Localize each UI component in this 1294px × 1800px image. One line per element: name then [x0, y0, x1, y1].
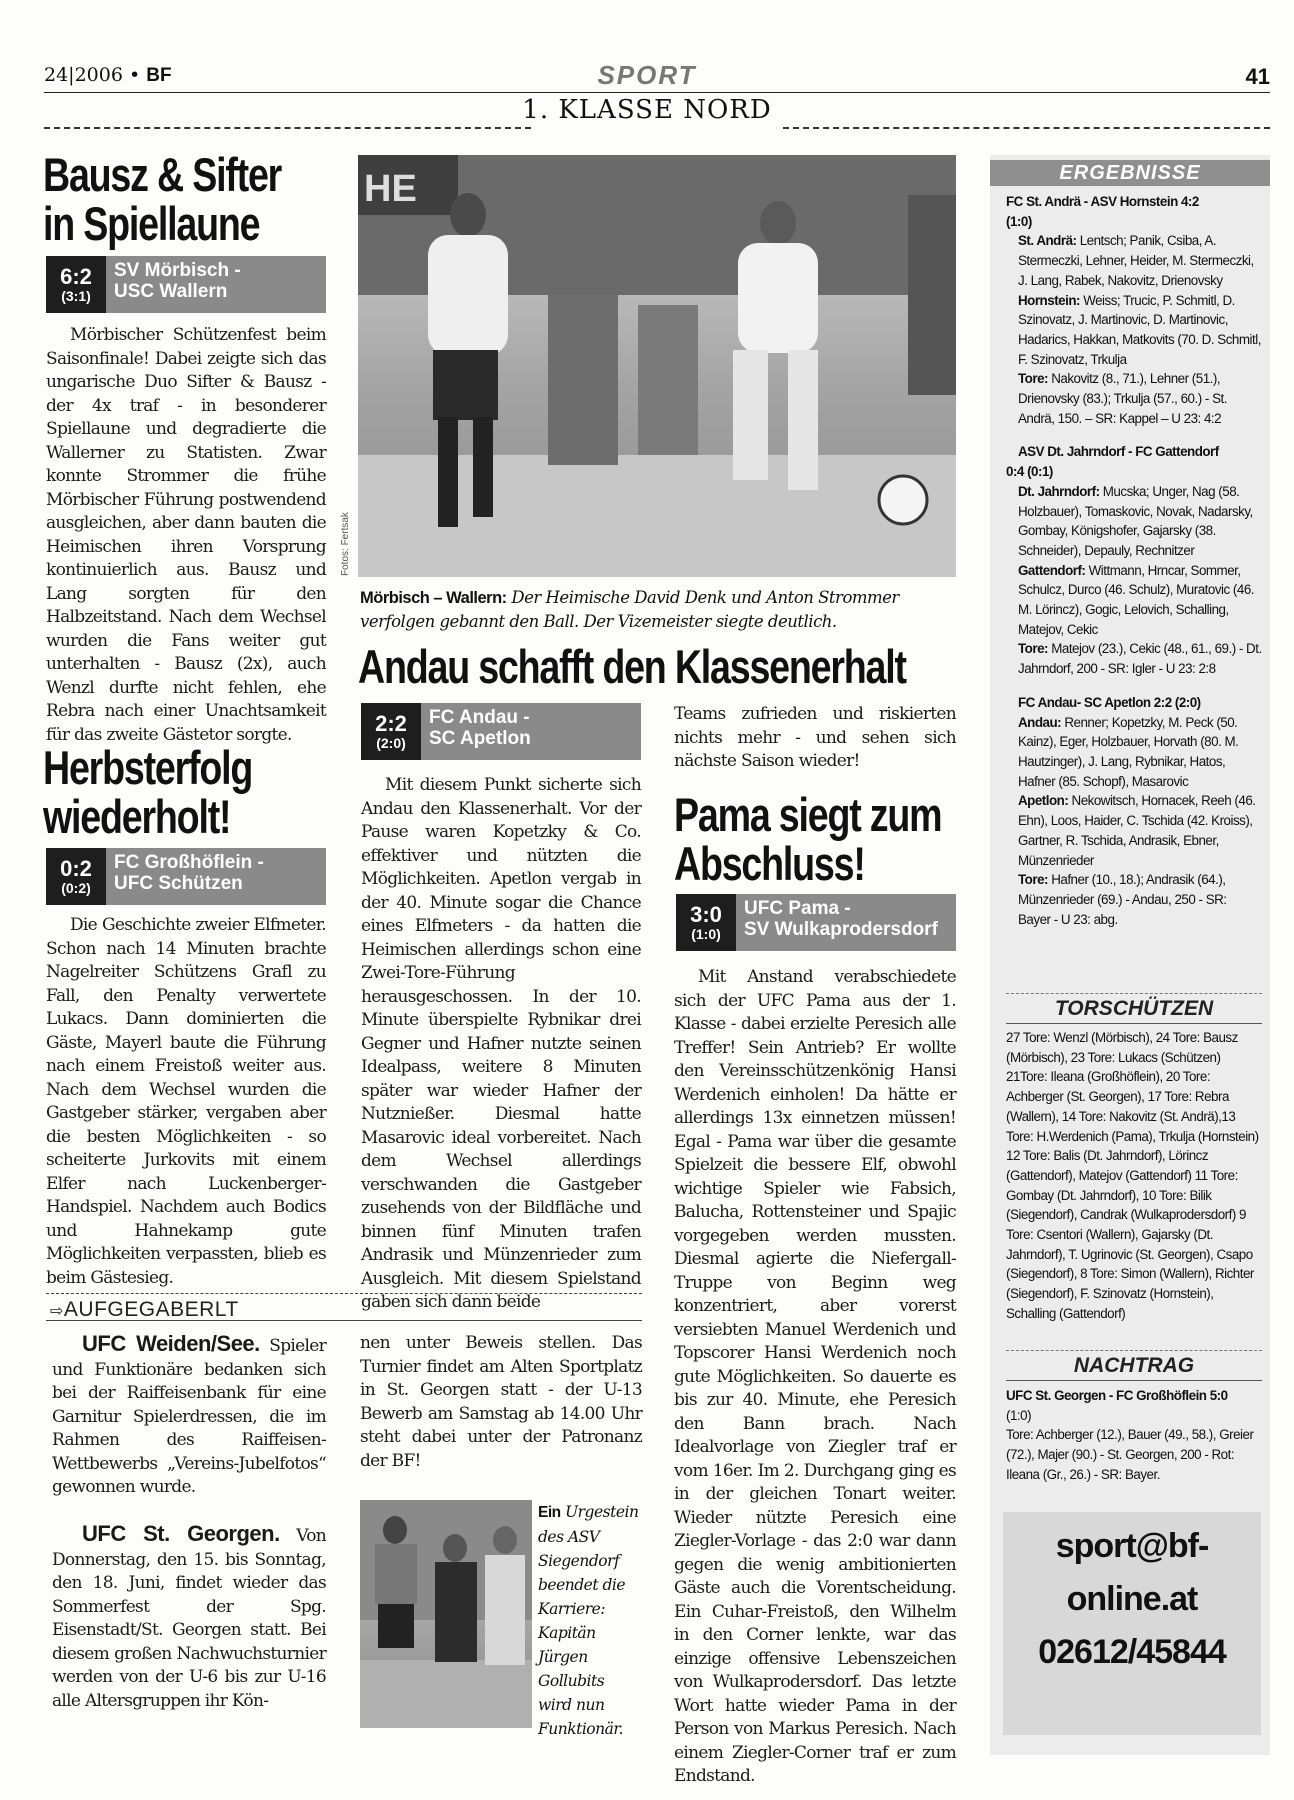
goals-label: Tore:	[1018, 641, 1048, 657]
goals-text: Tore: Achberger (12.), Bauer (49., 58.), Greier (72.), Majer (90.) - St. Georgen, 200 - Rot: Ileana (Gr., 26.) - SR: Bayer.	[1006, 1427, 1254, 1482]
team-away: USC Wallern	[114, 281, 228, 303]
aufg-georgen-cont	[360, 1332, 642, 1473]
paragraph-continued: Teams zufrieden und riskierten nichts mehr - und sehen sich nächste Saison wieder!	[674, 704, 956, 771]
team-home: FC Andau -	[429, 707, 530, 728]
goals-text: Nakovitz (8., 71.), Lehner (51.), Drienovsky (83.); Trkulja (57., 60.) - St. Andrä, 150. – SR: Kappel – U 23: 4:2	[1018, 371, 1227, 426]
aufgegaberlt-text: AUFGEGABERLT	[63, 1298, 239, 1321]
article-body-grosshoeflein	[46, 914, 326, 1290]
club-text: Spieler und Funktionäre bedanken sich bei der Raiffeisenbank für eine Garnitur Spielerdressen, die im Rahmen des Raiffeisen-Wettbewerbs „Vereins-Jubelfotos“ gewonnen wurde.	[52, 1336, 326, 1497]
paragraph: Mit diesem Punkt sicherte sich Andau den Klassenerhalt. Vor der Pause waren Kopetzky & Co. effektiver und nützten die Möglichkeiten. Apetlon vergab in der 40. Minute sogar die Chance eines Elfmeters - da hatten die Heimischen allerdings schon eine Zwei-Tore-Führung herausgeschossen. In der 10. Minute überspielte Rybnikar drei Gegner und Hafner nutzte seinen Idealpass, weitere 8 Minuten später war wieder Hafner der Nutznießer. Diesmal hatte Masarovic ideal vorbereitet. Nach dem Wechsel allerdings verschwanden die Gastgeber zusehends von der Bildfläche und binnen fünf Minuten trafen Andrasik und Münzenrieder zum Ausgleich. Mit diesem Spielstand gaben sich dann beide	[361, 775, 641, 1312]
result-match: FC Andau- SC Apetlon 2:2 (2:0)	[1018, 694, 1201, 710]
paragraph: Mit Anstand verabschiedete sich der UFC Pama aus der 1. Klasse - dabei erzielte Peresich alle Treffer! Sein Antrieb? Er wollte den Vereinsschützenkönig Hansi Werdenich einholen! Da hätte er allerdings 13x einnetzen müssen! Egal - Pama war über die gesamte Spielzeit die bessere Elf, obwohl wichtige Spieler wie Fabsich, Balucha, Rottensteiner und Spajic vorgegeben werden mussten. Diesmal agierte die Niefergall-Truppe von Beginn weg konzentriert, aber vorerst versiebten Manuel Werdenich und Topscorer Hansi Werdenich noch gute Möglichkeiten. So dauerte es bis zur 40. Minute, ehe Peresich den Bann brach. Nach Idealvorlage von Ziegler traf er vom 16er. Im 2. Durchgang ging es in der gleichen Tonart weiter. Wieder nützte Peresich eine Ziegler-Vorlage - das 2:0 war dann gegen die wenig ambitionierten Gäste auch die Vorentscheidung. Ein Cuhar-Freistoß, den Wilhelm in den Corner lenkte, war das einzige offensive Lebenszeichen von Wulkaprodersdorf. Das letzte Wort hatte wieder Pama in der Person von Markus Peresich. Nach einem Ziegler-Corner traf er zum Endstand.	[674, 967, 956, 1786]
lineup-label: Dt. Jahrndorf:	[1018, 483, 1100, 499]
article-body-andau-cont	[674, 703, 956, 774]
headline-line: wiederholt!	[43, 790, 231, 844]
score-number	[361, 703, 421, 760]
club-title: UFC St. Georgen.	[82, 1521, 280, 1546]
score-teams	[736, 894, 956, 951]
lineup-label: Andau:	[1018, 714, 1062, 730]
score-box-pama	[676, 894, 956, 951]
result-block	[1006, 192, 1262, 428]
club-text-continued: nen unter Beweis stellen. Das Turnier findet am Alten Sportplatz in St. Georgen statt - der U-13 Bewerb am Samstag ab 14.00 Uhr steht dabei unter der Patronanz der BF!	[360, 1333, 642, 1471]
goals-text: Matejov (23.), Cekic (48., 61., 69.) - Dt. Jahrndorf, 200 - SR: Igler - U 23: 2:8	[1018, 641, 1262, 677]
result-match: FC St. Andrä - ASV Hornstein 4:2	[1006, 194, 1199, 209]
result-match: ASV Dt. Jahrndorf - FC Gattendorf	[1018, 444, 1219, 460]
result-match: UFC St. Georgen - FC Großhöflein 5:0	[1006, 1388, 1228, 1403]
team-home: FC Großhöflein -	[114, 852, 264, 873]
torschuetzen-underline	[1006, 1023, 1262, 1024]
headline-line: Bausz & Sifter	[43, 148, 282, 201]
torschuetzen-list: 27 Tore: Wenzl (Mörbisch), 24 Tore: Bausz (Mörbisch), 23 Tore: Lukacs (Schützen) 21Tore: Ileana (Großhöflein), 20 Tore: Achberger (St. Georgen), 17 Tore: Rebra (Wallern), 14 Tore: Nakovitz (St. Andrä),13 Tore: H.Werdenich (Pama), Trkulja (Hornstein) 12 Tore: Balis (Dt. Jahrndorf), Lörincz (Gattendorf), Matejov (Gattendorf) 11 Tore: Gombay (Dt. Jahrndorf), 10 Tore: Bilik (Siegendorf), Candrak (Wulkaprodersdorf) 9 Tore: Csentori (Wallern), Gajarsky (Dt. Jahrndorf), T. Ugrinovic (St. Georgen), Csapo (Siegendorf), 8 Tore: Simon (Wallern), Richter (Siegendorf), F. Szinovatz (Hornstein), Schalling (Gattendorf)	[1006, 1030, 1259, 1321]
arrow-icon: ⇨	[50, 1303, 64, 1320]
caption-lead: Mörbisch – Wallern:	[360, 589, 507, 607]
headline-grosshoeflein	[43, 743, 252, 842]
score-number	[46, 256, 106, 313]
article-body-pama	[674, 966, 956, 1789]
team-photo	[360, 1500, 532, 1728]
score-final: 0:2	[60, 855, 92, 881]
contact-email-line[interactable]: online.at	[1066, 1580, 1198, 1618]
headline-line: Pama siegt zum	[674, 788, 942, 841]
paragraph: Mörbischer Schützenfest beim Saisonfinale! Dabei zeigte sich das ungarische Duo Sifter & Bausz - der 4x traf - in besonderer Spiellaune und degradierte die Wallerner zu Statisten. Zwar konnte Strommer die frühe Mörbischer Führung postwendend ausgleichen, aber dann bauten die Heimischen ihren Vorsprung kontinuierlich aus. Bausz und Lang sorgten für den Halbzeitstand. Nach dem Wechsel wurden die Fans weiter gut unterhalten - Bausz (2x), auch Wenzl durfte nicht fehlen, ehe Rebra nach einer Unachtsamkeit für das zweite Gästetor sorgte.	[46, 325, 326, 745]
score-box-moerbisch	[46, 256, 326, 313]
headline-pama	[674, 790, 941, 889]
lineup-text: Weiss; Trucic, P. Schmitl, D. Szinovatz, J. Martinovic, D. Martinovic, Hadarics, Hakkan, Matkovits (70. D. Schmitl, F. Szinovatz, Trkulja	[1018, 292, 1261, 367]
lineup-text: Lentsch; Panik, Csiba, A. Stermeczki, Lehner, Heider, M. Stermeczki, J. Lang, Rabek, Nakovitz, Drienovsky	[1018, 233, 1254, 288]
team-away: SV Wulkaprodersdorf	[744, 919, 938, 941]
score-number	[676, 894, 736, 951]
result-halftime: (1:0)	[1006, 213, 1032, 229]
nachtrag-block	[1006, 1386, 1262, 1485]
paragraph: Die Geschichte zweier Elfmeter. Schon nach 14 Minuten brachte Nagelreiter Schützens Grafl zu Fall, den Penalty verwertete Lukacs. Dann dominierten die Gäste, Mayerl baute die Führung nach einem Freistoß weiter aus. Nach dem Wechsel wurden die Gastgeber stärker, vergaben aber die besten Möglichkeiten - so scheiterte Jurkovits mit einem Elfer nach Luckenberger-Handspiel. Nachdem auch Bodics und Hahnekamp gute Möglichkeiten verpassten, blieb es beim Gästesieg.	[46, 915, 326, 1288]
caption-text: Urgestein des ASV Siegendorf beendet die Karriere: Kapitän Jürgen Gollubits wird nun Funktionär.	[538, 1503, 639, 1738]
svg-text:HE: HE	[364, 168, 417, 210]
goals-label: Tore:	[1018, 371, 1048, 387]
score-halftime: (1:0)	[691, 925, 721, 942]
result-halftime: (1:0)	[1006, 1407, 1032, 1423]
score-halftime: (3:1)	[61, 287, 91, 304]
lineup-text: Renner; Kopetzky, M. Peck (50. Kainz), Eger, Holzbauer, Horvath (80. M. Hautzinger), J. Lang, Rybnikar, Hatos, Hafner (85. Schopf), Masarovic	[1018, 714, 1239, 789]
contact-box	[1003, 1512, 1261, 1735]
results-list	[1006, 192, 1262, 929]
ergebnisse-header: ERGEBNISSE	[990, 160, 1270, 186]
contact-phone[interactable]: 02612/45844	[1038, 1633, 1226, 1671]
torschuetzen-rule	[1006, 993, 1262, 994]
nachtrag-underline	[1006, 1380, 1262, 1381]
team-photo-caption	[538, 1500, 642, 1741]
score-final: 3:0	[690, 901, 722, 927]
result-block	[1006, 442, 1262, 678]
score-teams	[106, 848, 326, 905]
brand-label: BF	[146, 65, 172, 86]
lineup-text: Nekowitsch, Hornacek, Reeh (46. Ehn), Loos, Haider, C. Tschida (42. Kroiss), Gartner, R. Tschida, Andrasik, Ebner, Münzenrieder	[1018, 793, 1256, 868]
headline-line: in Spiellaune	[43, 197, 260, 251]
lineup-label: Gattendorf:	[1018, 562, 1086, 578]
photo-credit: Fotos: Fertsak	[340, 512, 351, 576]
team-away: UFC Schützen	[114, 873, 243, 895]
header-dash-left	[44, 127, 531, 129]
team-home: UFC Pama -	[744, 898, 851, 919]
article-body-andau	[361, 774, 641, 1315]
caption-lead: Ein	[538, 1504, 561, 1521]
headline-line: Abschluss!	[674, 837, 865, 891]
headline-moerbisch	[43, 150, 281, 249]
nachtrag-header: NACHTRAG	[1073, 1354, 1195, 1377]
torschuetzen-header: TORSCHÜTZEN	[1054, 997, 1214, 1020]
lineup-label: Hornstein:	[1018, 292, 1080, 308]
score-number	[46, 848, 106, 905]
nachtrag-rule	[1006, 1350, 1262, 1351]
section-title: SPORT	[597, 60, 697, 90]
result-block	[1006, 693, 1262, 929]
header-dash-right	[783, 127, 1270, 129]
caption-text: Der Heimische David Denk und Anton Strommer verfolgen gebannt den Ball. Der Vizemeister siegte deutlich.	[360, 588, 899, 631]
issue-text: 24|2006 •	[44, 64, 141, 86]
result-halftime: 0:4 (0:1)	[1006, 464, 1053, 480]
goals-text: Hafner (10., 18.); Andrasik (64.), Münzenrieder (69.) - Andau, 250 - SR: Bayer - U 23: abg.	[1018, 872, 1227, 927]
lineup-text: Wittmann, Hrncar, Sommer, Schulcz, Durco (46. Schulz), Muratovic (46. M. Lörincz), Gogic, Lelovich, Schalling, Matejov, Cekic	[1018, 562, 1254, 637]
lineup-text: Mucska; Unger, Nag (58. Holzbauer), Tomaskovic, Novak, Nadarsky, Gombay, Königshofer, Gajarsky (38. Schneider), Depauly, Rechnitzer	[1018, 483, 1253, 558]
lineup-label: St. Andrä:	[1018, 233, 1077, 249]
photo-caption	[360, 586, 958, 634]
score-box-grosshoeflein	[46, 848, 326, 905]
score-teams	[106, 256, 326, 313]
page-number: 41	[1245, 64, 1270, 89]
aufg-underline	[46, 1320, 642, 1321]
score-final: 2:2	[375, 710, 407, 736]
header-rule	[44, 92, 1270, 93]
headline-andau: Andau schafft den Klassenerhalt	[358, 640, 906, 693]
score-box-andau	[361, 703, 641, 760]
article-body-moerbisch	[46, 324, 326, 747]
aufg-rule	[46, 1293, 642, 1294]
subsection-title: 1. KLASSE NORD	[522, 95, 772, 125]
aufg-weiden	[52, 1332, 326, 1500]
headline-line: Herbsterfolg	[43, 741, 253, 794]
team-photo-illustration	[360, 1500, 532, 1728]
score-halftime: (2:0)	[376, 734, 406, 751]
goals-label: Tore:	[1018, 872, 1048, 888]
score-halftime: (0:2)	[61, 879, 91, 896]
team-home: SV Mörbisch -	[114, 260, 241, 281]
lineup-label: Apetlon:	[1018, 793, 1069, 809]
club-text: Von Donnerstag, den 15. bis Sonntag, den 18. Juni, findet wieder das Sommerfest der Spg. Eisenstadt/St. Georgen statt. Bei diesem großen Nachwuchsturnier werden von der U-6 bis zur U-16 alle Altersgruppen ihr Kön-	[52, 1526, 326, 1711]
club-title: UFC Weiden/See.	[82, 1331, 260, 1356]
score-final: 6:2	[60, 263, 92, 289]
match-photo-illustration	[358, 155, 956, 577]
match-photo	[358, 155, 956, 577]
contact-email-line[interactable]: sport@bf-	[1055, 1527, 1209, 1565]
team-away: SC Apetlon	[429, 728, 531, 750]
aufg-georgen	[52, 1522, 326, 1713]
aufgegaberlt-label	[50, 1298, 239, 1322]
score-teams	[421, 703, 641, 760]
